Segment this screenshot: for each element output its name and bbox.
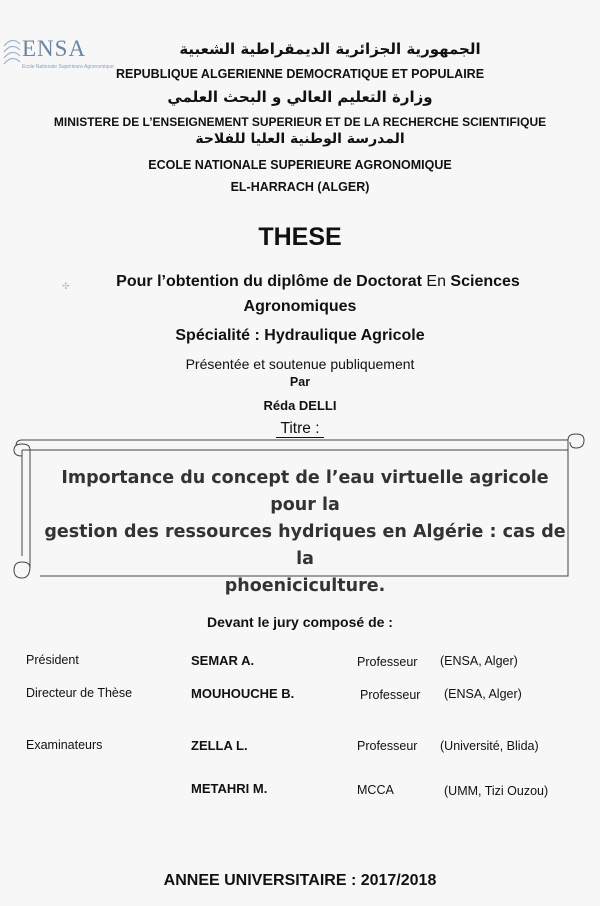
- jury-heading: Devant le jury composé de :: [207, 614, 393, 630]
- republic-line: REPUBLIQUE ALGERIENNE DEMOCRATIQUE ET POPULAIRE: [115, 67, 485, 81]
- jury-row: [0, 686, 600, 706]
- arabic-school: المدرسة الوطنية العليا للفلاحة: [195, 131, 405, 147]
- thesis-title-line: phoeniciculture.: [224, 576, 386, 596]
- speciality: Spécialité : Hydraulique Agricole: [175, 327, 425, 344]
- jury-row: [0, 781, 600, 801]
- presented-line: Présentée et soutenue publiquement: [185, 356, 415, 372]
- thesis-title-line: Importance du concept de l’eau virtuelle agricole pour la: [61, 468, 549, 515]
- obtention-bold: Pour l’obtention du diplôme de Doctorat: [116, 273, 422, 290]
- jury-name: METAHRI M.: [191, 781, 268, 796]
- author-name: Réda DELLI: [263, 398, 337, 413]
- thesis-title: [40, 465, 570, 600]
- thesis-title-line: gestion des ressources hydriques en Algérie : cas de la: [44, 522, 566, 569]
- jury-row: [0, 738, 600, 758]
- thesis-heading: THESE: [258, 223, 342, 251]
- jury-grade: MCCA: [357, 783, 394, 797]
- jury-row: [0, 653, 600, 673]
- jury-institution: (Université, Blida): [440, 739, 539, 753]
- ministry-line: MINISTERE DE L’ENSEIGNEMENT SUPERIEUR ET DE LA RECHERCHE SCIENTIFIQUE: [53, 115, 547, 129]
- obtention-end: Sciences: [450, 273, 520, 290]
- jury-grade: Professeur: [360, 688, 421, 702]
- obtention-line: [88, 273, 548, 291]
- jury-role: Examinateurs: [26, 738, 103, 752]
- scan-speck: ✣: [62, 281, 70, 291]
- jury-name: MOUHOUCHE B.: [191, 686, 295, 701]
- logo-subtitle: Ecole Nationale Supérieure Agronomique: [22, 64, 114, 70]
- jury-institution: (ENSA, Alger): [444, 687, 522, 701]
- jury-institution: (ENSA, Alger): [440, 654, 518, 668]
- logo-text: ENSA: [22, 36, 87, 61]
- jury-name: ZELLA L.: [191, 738, 248, 753]
- jury-name: SEMAR A.: [191, 653, 255, 668]
- jury-role: Président: [26, 653, 79, 667]
- title-label-text: Titre :: [276, 420, 323, 438]
- jury-grade: Professeur: [357, 739, 418, 753]
- by-label: Par: [289, 375, 311, 389]
- obtention-line-2: Agronomiques: [243, 298, 357, 315]
- arabic-ministry: وزارة التعليم العالي و البحث العلمي: [167, 88, 433, 106]
- arabic-republic: الجمهورية الجزائرية الديمقراطية الشعبية: [179, 40, 481, 58]
- obtention-plain: En: [426, 273, 446, 290]
- academic-year: ANNEE UNIVERSITAIRE : 2017/2018: [163, 872, 437, 889]
- location-line: EL-HARRACH (ALGER): [230, 180, 370, 194]
- jury-institution: (UMM, Tizi Ouzou): [444, 784, 549, 798]
- jury-role: Directeur de Thèse: [26, 686, 133, 700]
- school-line: ECOLE NATIONALE SUPERIEURE AGRONOMIQUE: [148, 158, 452, 172]
- jury-grade: Professeur: [357, 655, 418, 669]
